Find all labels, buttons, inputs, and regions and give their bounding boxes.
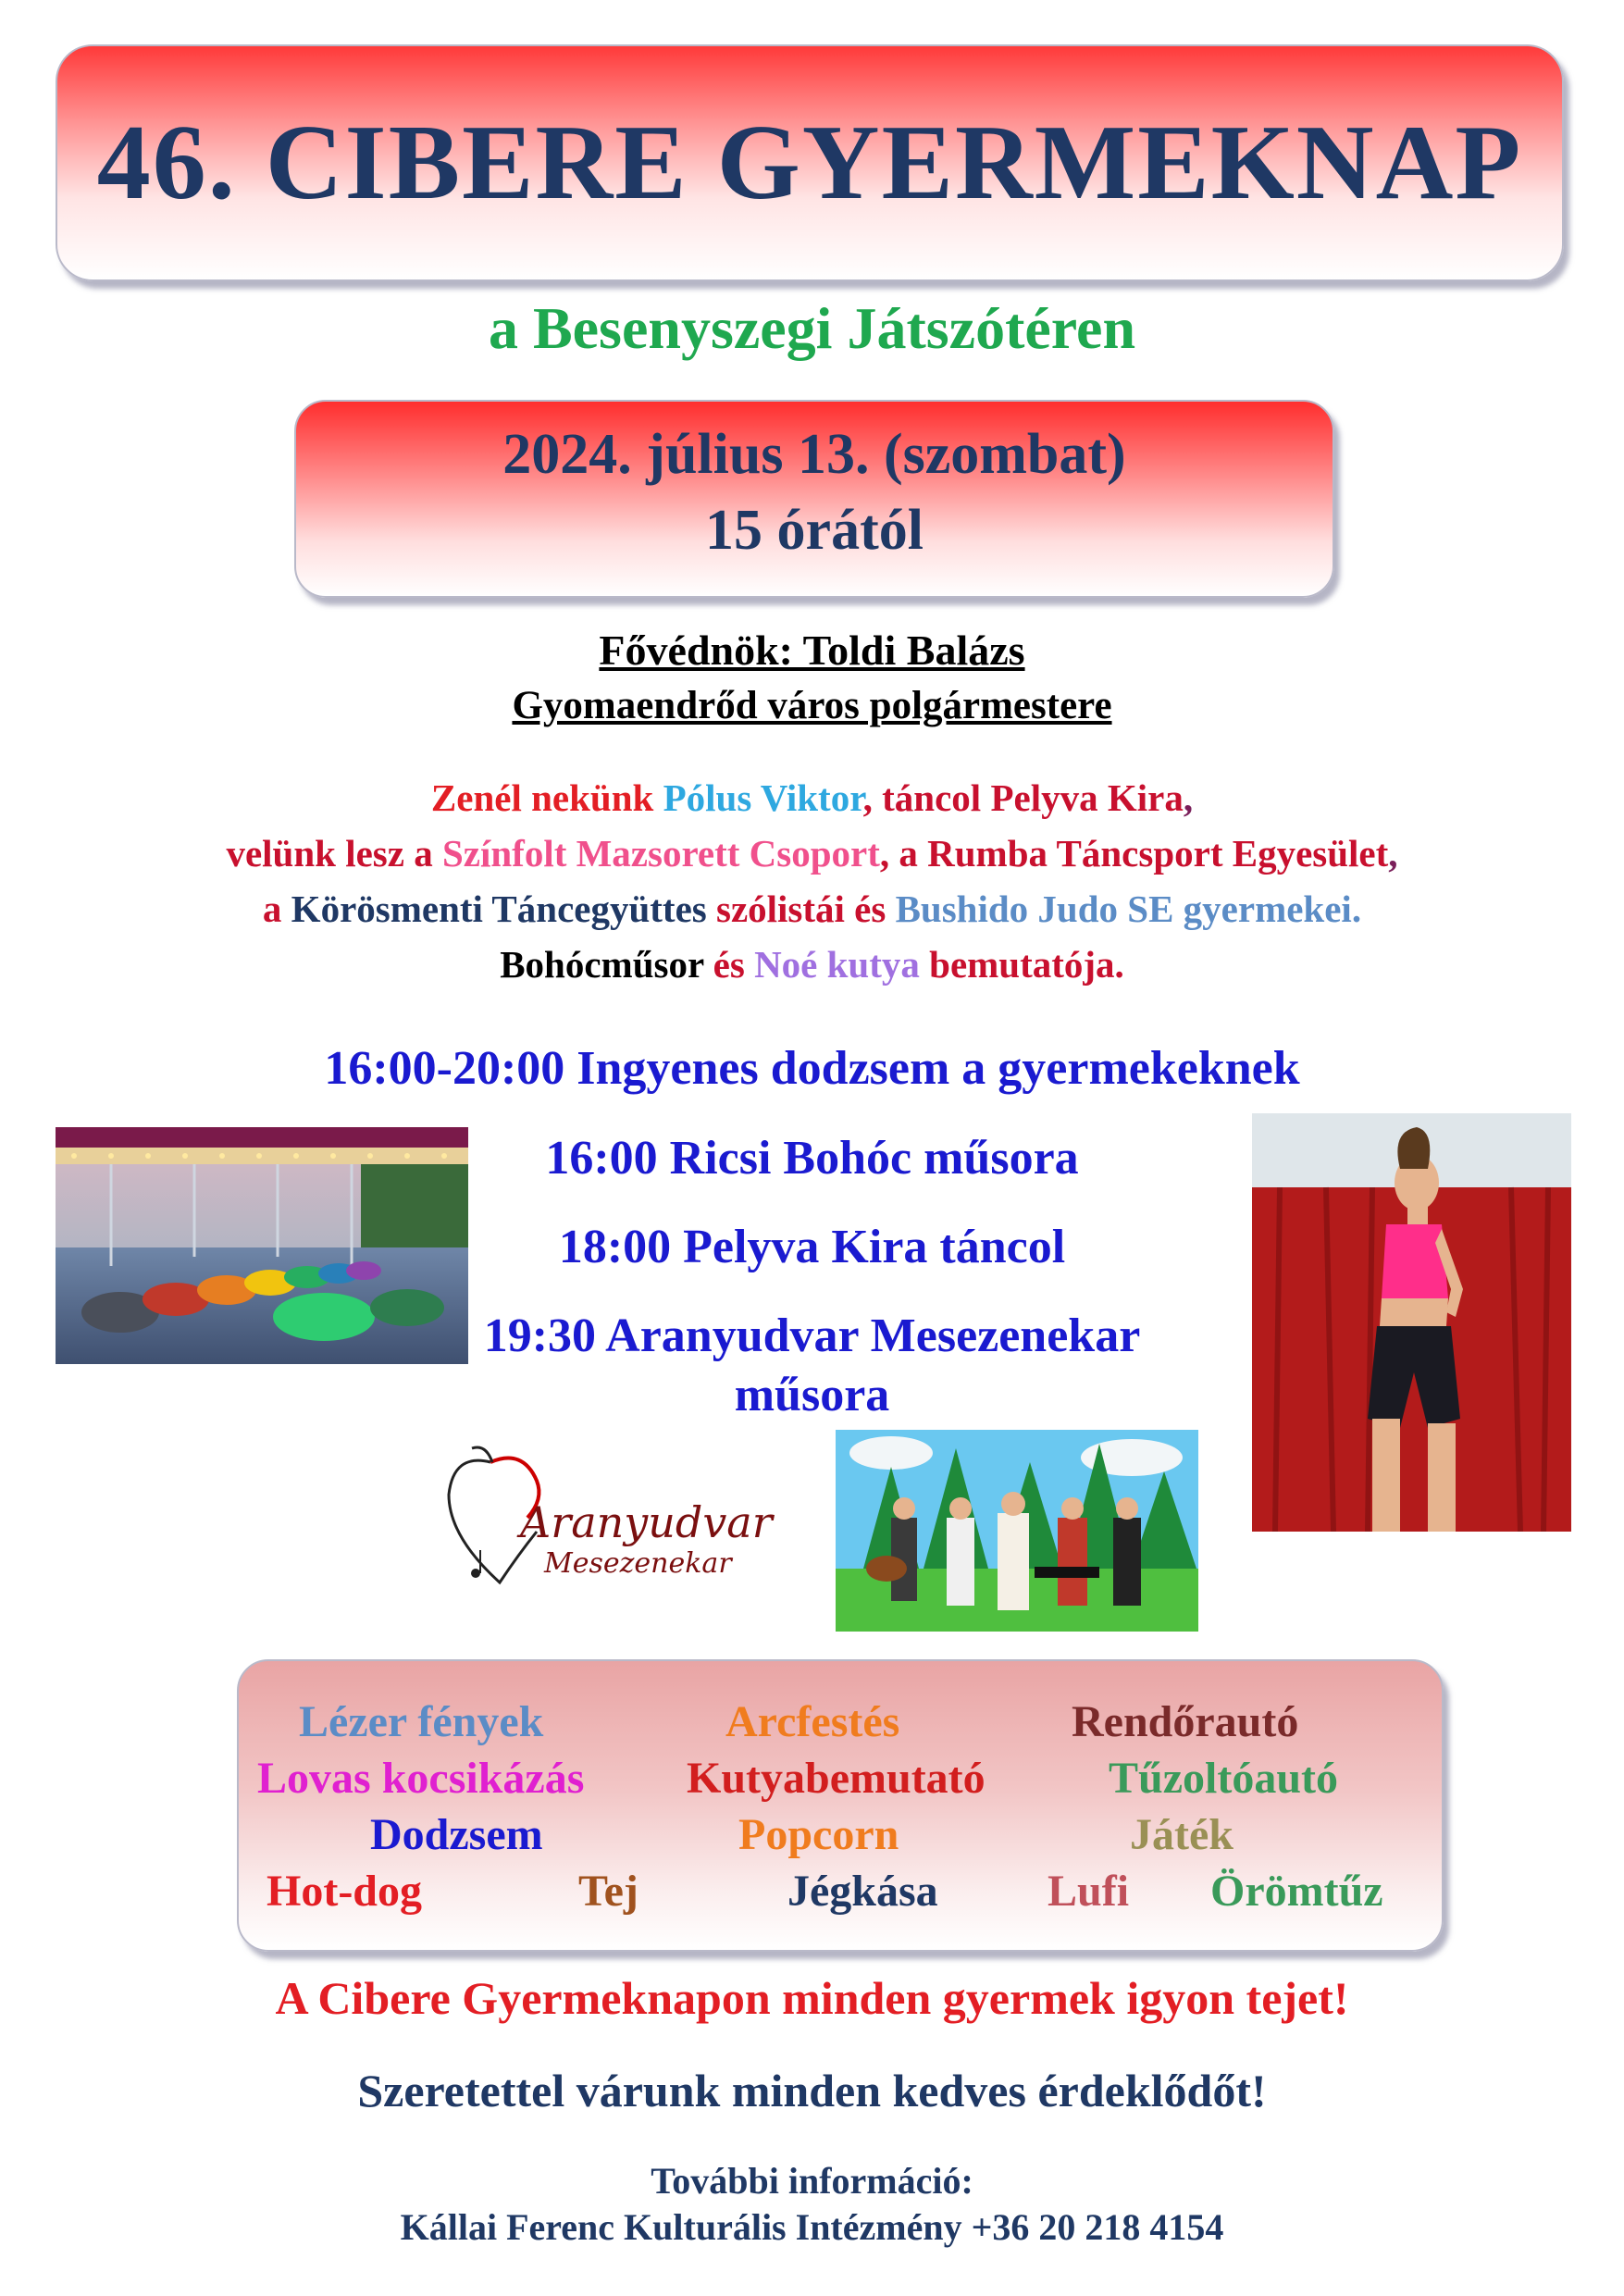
- schedule-item: műsora: [734, 1369, 890, 1421]
- event-time: 15 órától: [705, 499, 924, 562]
- event-title: 46. CIBERE GYERMEKNAP: [96, 103, 1523, 222]
- activity-item: Hot-dog: [267, 1867, 422, 1916]
- performers-line-2: velünk lesz a Színfolt Mazsorett Csoport, a Rumba Táncsport Egyesület,: [226, 832, 1398, 875]
- schedule-item: 19:30 Aranyudvar Mesezenekar: [483, 1309, 1141, 1362]
- activity-item: Rendőrautó: [1072, 1697, 1299, 1746]
- dancer-photo: [1252, 1113, 1571, 1532]
- patron-name: Fővédnök: Toldi Balázs: [599, 627, 1025, 674]
- event-date: 2024. július 13. (szombat): [502, 423, 1126, 486]
- bumper-cars-photo: [56, 1127, 468, 1364]
- performers-line-3: a Körösmenti Táncegyüttes szólistái és Bushido Judo SE gyermekei.: [262, 887, 1362, 930]
- performers-line-1: Zenél nekünk Pólus Viktor, táncol Pelyva Kira,: [430, 776, 1194, 819]
- activity-item: Kutyabemutató: [687, 1754, 986, 1803]
- venue-subtitle: a Besenyszegi Játszótéren: [488, 295, 1136, 361]
- band-photo: [836, 1430, 1198, 1632]
- activity-item: Játék: [1130, 1810, 1233, 1859]
- activity-item: Tűzoltóautó: [1109, 1754, 1339, 1803]
- schedule-item: 18:00 Pelyva Kira táncol: [558, 1221, 1066, 1273]
- activity-item: Popcorn: [738, 1810, 899, 1859]
- milk-slogan: A Cibere Gyermeknapon minden gyermek igyon tejet!: [275, 1972, 1349, 2024]
- aranyudvar-logo: [435, 1444, 773, 1601]
- activity-item: Jégkása: [787, 1867, 938, 1916]
- patron-title: Gyomaendrőd város polgármestere: [512, 684, 1112, 727]
- logo-sub: Mesezenekar: [544, 1547, 732, 1580]
- info-contact: Kállai Ferenc Kulturális Intézmény +36 20 218 4154: [400, 2206, 1224, 2248]
- activity-item: Arcfestés: [725, 1697, 900, 1746]
- activity-item: Örömtűz: [1210, 1867, 1383, 1916]
- activity-item: Dodzsem: [370, 1810, 543, 1859]
- info-label: További információ:: [651, 2160, 973, 2202]
- schedule-item: 16:00-20:00 Ingyenes dodzsem a gyermekeknek: [324, 1042, 1300, 1095]
- date-banner: [294, 400, 1334, 598]
- welcome-text: Szeretettel várunk minden kedves érdeklődőt!: [357, 2065, 1267, 2116]
- activity-item: Tej: [578, 1867, 638, 1916]
- title-banner: [56, 44, 1564, 281]
- activity-item: Lufi: [1048, 1867, 1130, 1916]
- schedule-item: 16:00 Ricsi Bohóc műsora: [545, 1132, 1079, 1185]
- activity-item: Lovas kocsikázás: [257, 1754, 585, 1803]
- activities-box: [237, 1659, 1444, 1952]
- performers-line-4: Bohócműsor és Noé kutya bemutatója.: [500, 943, 1124, 986]
- logo-name: Aranyudvar: [520, 1497, 773, 1547]
- activity-item: Lézer fények: [299, 1697, 544, 1746]
